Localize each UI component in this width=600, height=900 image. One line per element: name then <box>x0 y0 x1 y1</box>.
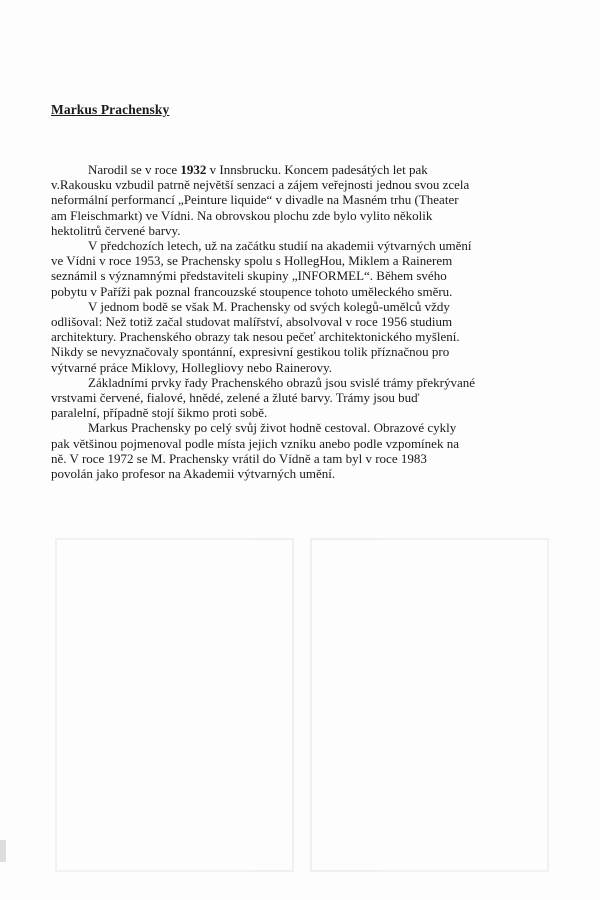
text-line <box>51 360 332 375</box>
text-line <box>51 268 447 283</box>
text-segment: hektolitrů červené barvy. <box>51 222 181 238</box>
text-segment: architektury. Prachenského obrazy tak nesou pečeť architektonického myšlení. <box>51 329 460 345</box>
scan-edge-mark <box>0 840 6 862</box>
highlighted-year: 1932 <box>180 162 207 177</box>
text-line <box>51 253 452 268</box>
text-line <box>51 451 427 466</box>
text-line <box>51 208 432 223</box>
text-segment: Základními prvky řady Prachenského obrazů jsou svislé trámy překrývané <box>88 374 475 390</box>
text-line <box>88 420 456 435</box>
text-segment: v.Rakousku vzbudil patrně největší senzaci a zájem veřejnosti jednou svou zcela <box>51 177 470 193</box>
text-segment: povolán jako profesor na Akademii výtvarných umění. <box>51 466 336 482</box>
text-line <box>51 344 449 359</box>
text-line <box>88 299 450 314</box>
document-body <box>51 162 551 481</box>
text-line <box>51 390 420 405</box>
text-segment: neformální performancí „Peinture liquide“ v divadle na Masném trhu (Theater <box>51 192 459 208</box>
text-line <box>51 284 452 299</box>
text-line <box>51 177 469 192</box>
text-segment: v Innsbrucku. Koncem padesátých let pak <box>206 162 428 177</box>
paragraph <box>51 299 551 375</box>
text-segment: pobytu v Paříži pak poznal francouzské stoupence tohoto uměleckého směru. <box>51 283 453 299</box>
text-line <box>51 192 459 207</box>
text-line <box>51 223 180 238</box>
text-segment: Narodil se v roce <box>88 162 181 177</box>
paragraph <box>51 420 551 481</box>
text-segment: Nikdy se nevyznačovaly spontánní, expresivní gestikou tolik příznačnou pro <box>51 344 450 360</box>
text-segment: odlišoval: Než totiž začal studovat malířství, absolvoval v roce 1956 studium <box>51 314 453 330</box>
text-line <box>51 314 452 329</box>
text-segment: ve Vídni v roce 1953, se Prachensky spolu s HollegHou, Miklem a Rainerem <box>51 253 453 269</box>
text-line <box>88 375 475 390</box>
text-line <box>51 466 335 481</box>
text-segment: paralelní, případně stojí šikmo proti sobě. <box>51 405 268 421</box>
text-segment: pak většinou pojmenoval podle místa jejich vzniku anebo podle vzpomínek na <box>51 435 459 451</box>
paragraph <box>51 162 551 238</box>
paragraph <box>51 375 551 421</box>
text-line <box>88 162 428 177</box>
text-line <box>88 238 471 253</box>
show-through-artwork <box>55 538 555 878</box>
text-line <box>51 329 460 344</box>
text-line <box>51 405 267 420</box>
text-segment: ně. V roce 1972 se M. Prachensky vrátil do Vídně a tam byl v roce 1983 <box>51 450 427 466</box>
text-segment: vrstvami červené, fialové, hnědé, zelené a žluté barvy. Trámy jsou buď <box>51 390 420 406</box>
text-segment: V jednom bodě se však M. Prachensky od svých kolegů-umělců vždy <box>88 298 450 314</box>
text-segment: seznámil s významnými představiteli skupiny „INFORMEL“. Během svého <box>51 268 447 284</box>
document-title: Markus Prachensky <box>51 102 170 117</box>
text-segment: Markus Prachensky po celý svůj život hodně cestoval. Obrazové cykly <box>88 420 457 436</box>
text-segment: výtvarné práce Miklovy, Hollegliovy nebo Rainerovy. <box>51 359 332 375</box>
text-segment: am Fleischmarkt) ve Vídni. Na obrovskou plochu zde bylo vylito několik <box>51 207 433 223</box>
text-line <box>51 436 459 451</box>
paragraph <box>51 238 551 299</box>
text-segment: V předchozích letech, už na začátku studií na akademii výtvarných umění <box>88 238 472 254</box>
